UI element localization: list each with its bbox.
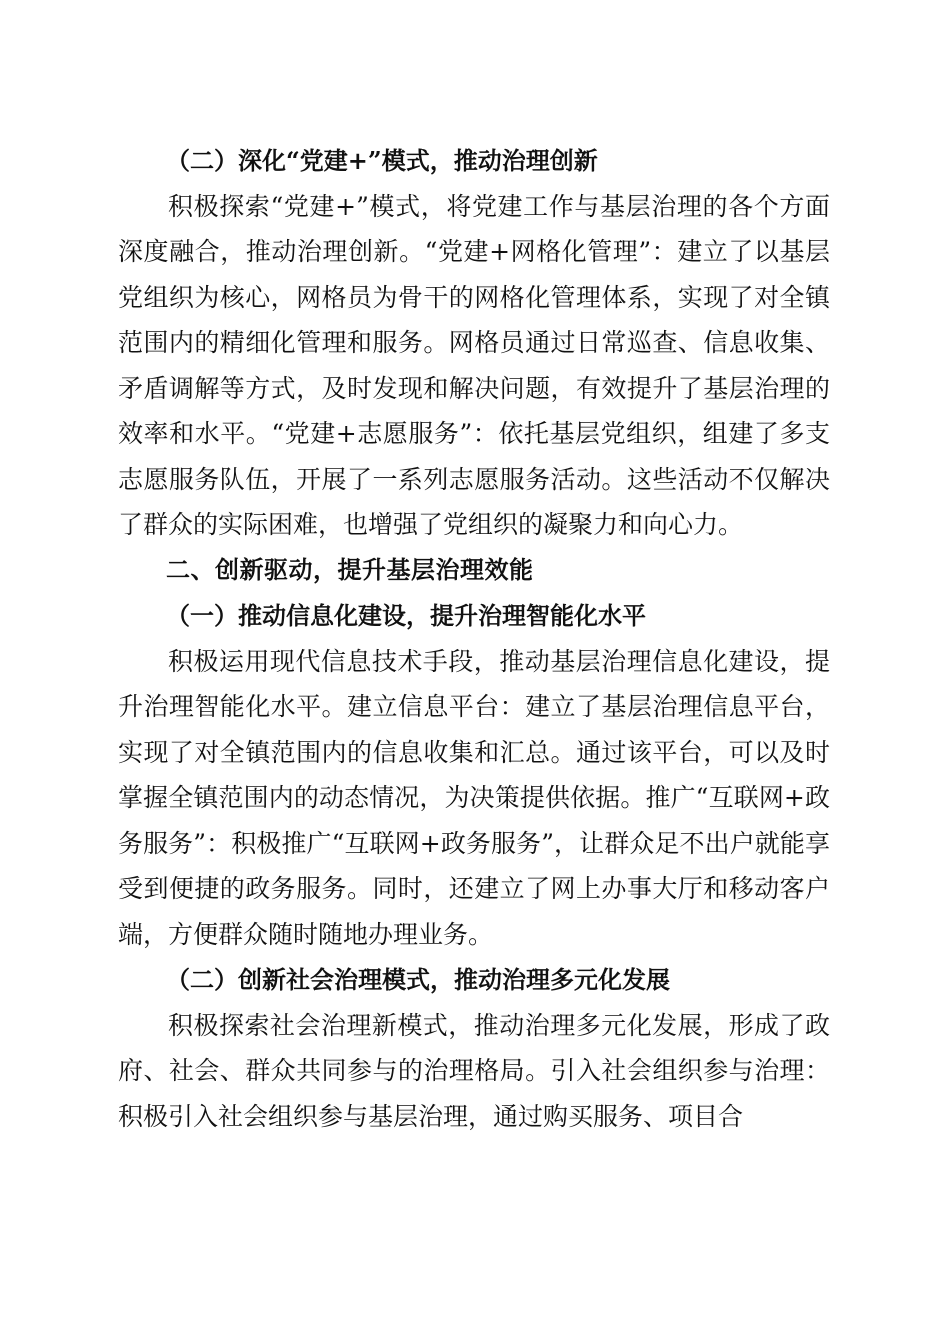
paragraph-party-building-plus: 积极探索“党建+”模式，将党建工作与基层治理的各个方面深度融合，推动治理创新。“党建+网格化管理”：建立了以基层党组织为核心，网格员为骨干的网格化管理体系，实现了对全镇范围内的精细化管理和服务。网格员通过日常巡查、信息收集、矛盾调解等方式，及时发现和解决问题，有效提升了基层治理的效率和水平。“党建+志愿服务”：依托基层党组织，组建了多支志愿服务队伍，开展了一系列志愿服务活动。这些活动不仅解决了群众的实际困难，也增强了党组织的凝聚力和向心力。 — [118, 191, 830, 539]
document-body — [118, 138, 830, 1139]
subheading-party-building-plus: （二）深化“党建+”模式，推动治理创新 — [166, 146, 598, 175]
subheading-informatization: （一）推动信息化建设，提升治理智能化水平 — [166, 601, 646, 630]
subheading-social-governance: （二）创新社会治理模式，推动治理多元化发展 — [166, 965, 670, 994]
paragraph-informatization: 积极运用现代信息技术手段，推动基层治理信息化建设，提升治理智能化水平。建立信息平台：建立了基层治理信息平台，实现了对全镇范围内的信息收集和汇总。通过该平台，可以及时掌握全镇范围内的动态情况，为决策提供依据。推广“互联网+政务服务”：积极推广“互联网+政务服务”，让群众足不出户就能享受到便捷的政务服务。同时，还建立了网上办事大厅和移动客户端，方便群众随时随地办理业务。 — [118, 646, 830, 949]
heading-innovation-driven: 二、创新驱动，提升基层治理效能 — [166, 555, 534, 584]
paragraph-social-governance: 积极探索社会治理新模式，推动治理多元化发展，形成了政府、社会、群众共同参与的治理格局。引入社会组织参与治理：积极引入社会组织参与基层治理，通过购买服务、项目合 — [118, 1010, 830, 1131]
